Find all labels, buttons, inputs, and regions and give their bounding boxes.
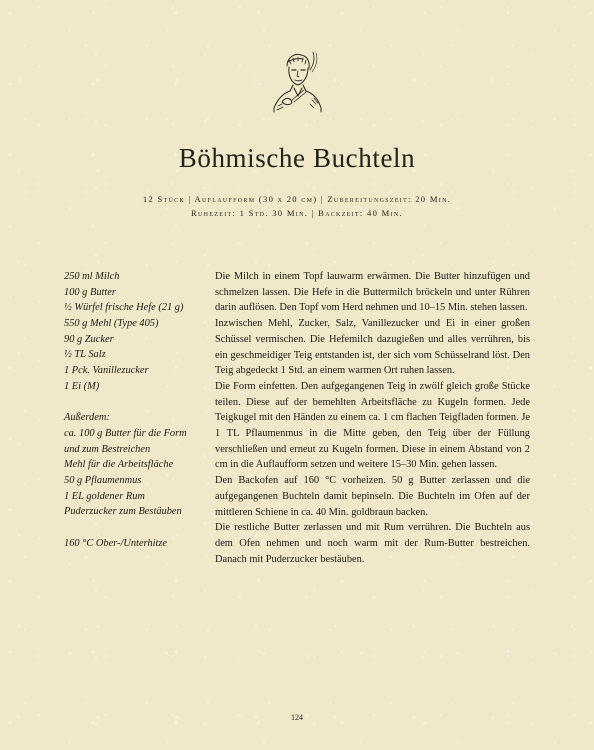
ingredient-item: und zum Bestreichen [64,443,151,455]
ingredient-item: 50 g Pflaumenmus [64,474,142,486]
ingredient-item: 1 Pck. Vanillezucker [64,365,149,377]
recipe-title: Böhmische Buchteln [178,143,416,173]
ingredient-item: 90 g Zucker [64,333,114,345]
page-number: 124 [291,713,303,722]
ingredient-section-heading: Außerdem: [64,412,110,424]
ingredient-item: ½ TL Salz [64,349,106,361]
recipe-meta-line-1: 12 Stück | Auflaufform (30 x 20 cm) | Zubereitungszeit: 20 Min. [142,194,452,204]
instruction-step-2: Inzwischen Mehl, Zucker, Salz, Vanillezucker und Ei in einer großen Schüssel vermischen. Die Hefemilch dazugießen und alles verrühren, bis ein geschmeidiger Teig entstanden ist, der sich vom Schüsselrand löst. Den Teig abgedeckt 1 Std. an einem warmen Ort ruhen lassen. [215,318,530,377]
portrait-illustration-icon [270,50,324,114]
instruction-step-3: Die Form einfetten. Den aufgegangenen Teig in zwölf gleich große Stücke teilen. Diese auf der bemehlten Arbeitsfläche zu Kugeln formen. Jede Teigkugel mit den Händen zu einem ca. 1 cm flachen Teigfladen formen. Je 1 TL Pflaumenmus in die Mitte geben, den Teig über der Füllung verschließen und erneut zu Kugeln formen. Diese in einem Abstand von 2 cm in die Auflaufform setzen und weitere 15–30 Min. gehen lassen. [215,380,530,471]
recipe-meta-line-2: Ruhezeit: 1 Std. 30 Min. | Backzeit: 40 Min. [191,208,403,218]
ingredient-item: 1 Ei (M) [64,380,100,392]
ingredient-item: Puderzucker zum Bestäuben [64,506,182,518]
ingredient-spacer [64,520,214,536]
instruction-step-1: Die Milch in einem Topf lauwarm erwärmen. Die Butter hinzufügen und schmelzen lassen. Die Hefe in die Buttermilch bröckeln und unter Rühren darin auflösen. Den Topf vom Herd nehmen und 10–15 Min. stehen lassen. [215,271,530,314]
instruction-step-4: Den Backofen auf 160 °C vorheizen. 50 g Butter zerlassen und die aufgegangenen Buchteln damit bepinseln. Die Buchteln im Ofen auf der mittleren Schiene in ca. 40 Min. goldbraun backen. [215,475,530,518]
ingredient-item: ½ Würfel frische Hefe (21 g) [64,302,184,314]
instruction-steps [215,269,530,567]
ingredient-item: 100 g Butter [64,286,116,298]
ingredient-item: Mehl für die Arbeitsfläche [64,459,174,471]
ingredient-item: 550 g Mehl (Type 405) [64,318,159,330]
ingredient-list [64,269,214,551]
ingredient-spacer [64,395,214,411]
ingredient-item: 1 EL goldener Rum [64,490,145,502]
oven-setting: 160 °C Ober-/Unterhitze [64,537,168,549]
instruction-step-5: Die restliche Butter zerlassen und mit Rum verrühren. Die Buchteln aus dem Ofen nehmen und noch warm mit der Rum-Butter bestreichen. Danach mit Puderzucker bestäuben. [215,522,530,565]
ingredient-item: ca. 100 g Butter für die Form [64,427,187,439]
ingredient-item: 250 ml Milch [64,271,120,282]
